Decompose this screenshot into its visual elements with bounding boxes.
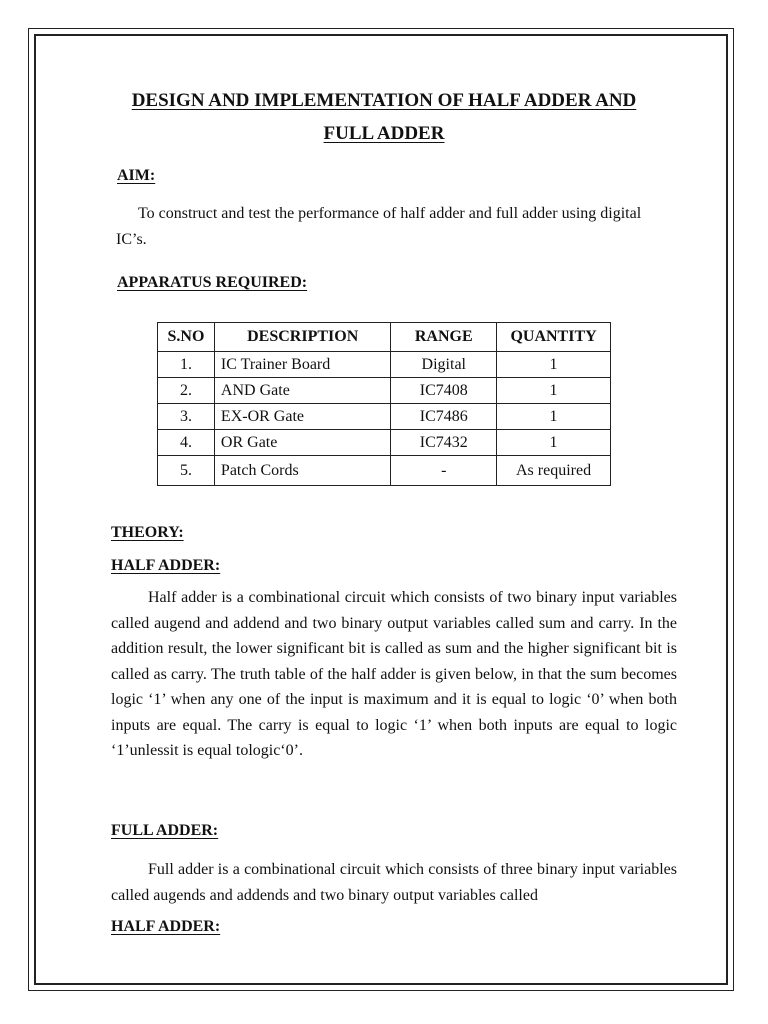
cell-range: IC7486 xyxy=(391,404,497,430)
cell-quantity: 1 xyxy=(497,404,611,430)
aim-text: To construct and test the performance of half adder and full adder using digital IC’s. xyxy=(116,205,642,248)
table-row xyxy=(158,378,611,404)
col-header-description: DESCRIPTION xyxy=(214,323,391,352)
full-adder-heading: FULL ADDER: xyxy=(111,822,219,839)
aim-heading: AIM: xyxy=(117,167,156,184)
table-row xyxy=(158,430,611,456)
cell-range: IC7432 xyxy=(391,430,497,456)
cell-quantity: 1 xyxy=(497,352,611,378)
half-adder-description: Half adder is a combinational circuit which consists of two binary input variables called augend and addend and two binary output variables called sum and carry. In the addition result, the lower significant bit is called as sum and the higher significant bit is called as carry. The truth table of the half adder is given below, in that the sum becomes logic ‘1’ when any one of the input is maximum and it is equal to logic ‘0’ when both inputs are equal. The carry is equal to logic ‘1’ when both inputs are equal to logic ‘1’unlessit is equal tologic‘0’. xyxy=(111,589,677,759)
half-adder-heading-2: HALF ADDER: xyxy=(111,918,221,935)
col-header-sno: S.NO xyxy=(158,323,215,352)
full-adder-description: Full adder is a combinational circuit which consists of three binary input variables called augends and addends and two binary output variables called xyxy=(111,861,677,904)
col-header-range: RANGE xyxy=(391,323,497,352)
table-row xyxy=(158,352,611,378)
table-row xyxy=(158,404,611,430)
apparatus-heading: APPARATUS REQUIRED: xyxy=(117,274,308,291)
theory-heading: THEORY: xyxy=(111,524,184,541)
cell-description: OR Gate xyxy=(214,430,391,456)
cell-sno: 2. xyxy=(158,378,215,404)
document-title-line-1: DESIGN AND IMPLEMENTATION OF HALF ADDER AND xyxy=(131,90,637,111)
cell-quantity: As required xyxy=(497,456,611,486)
cell-description: AND Gate xyxy=(214,378,391,404)
table-header-row xyxy=(158,323,611,352)
half-adder-heading: HALF ADDER: xyxy=(111,557,221,574)
cell-sno: 3. xyxy=(158,404,215,430)
cell-quantity: 1 xyxy=(497,430,611,456)
cell-range: IC7408 xyxy=(391,378,497,404)
cell-description: IC Trainer Board xyxy=(214,352,391,378)
cell-sno: 5. xyxy=(158,456,215,486)
col-header-quantity: QUANTITY xyxy=(497,323,611,352)
cell-sno: 1. xyxy=(158,352,215,378)
cell-quantity: 1 xyxy=(497,378,611,404)
table-row xyxy=(158,456,611,486)
cell-description: Patch Cords xyxy=(214,456,391,486)
cell-range: - xyxy=(391,456,497,486)
apparatus-table xyxy=(157,322,611,486)
cell-range: Digital xyxy=(391,352,497,378)
document-title-line-2: FULL ADDER xyxy=(323,123,445,144)
cell-description: EX-OR Gate xyxy=(214,404,391,430)
cell-sno: 4. xyxy=(158,430,215,456)
